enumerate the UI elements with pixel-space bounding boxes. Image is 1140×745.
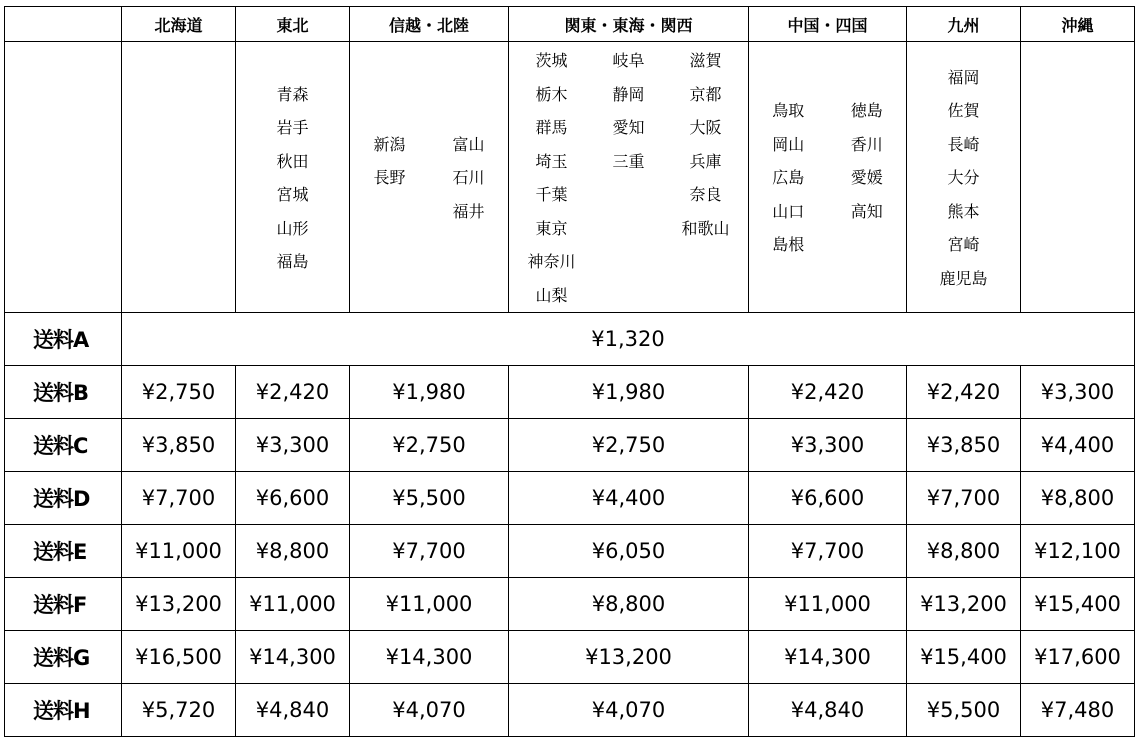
- prefecture-name: 徳島: [850, 101, 883, 121]
- fee-price: ¥7,700: [749, 525, 907, 578]
- fee-row-b: [5, 366, 1135, 419]
- prefecture-name: 山口: [772, 201, 805, 221]
- prefecture-name: 大分: [947, 168, 980, 188]
- prefecture-name: 長野: [373, 168, 406, 188]
- fee-price: ¥2,750: [122, 366, 236, 419]
- prefecture-name: 三重: [612, 151, 645, 171]
- prefecture-list: [236, 76, 349, 279]
- fee-row-h: [5, 684, 1135, 737]
- prefecture-name: 埼玉: [535, 151, 568, 171]
- prefecture-name: 鹿児島: [939, 268, 988, 288]
- prefecture-name: 京都: [689, 84, 722, 104]
- prefecture-name: 新潟: [373, 134, 406, 154]
- fee-price: ¥17,600: [1021, 631, 1135, 684]
- prefecture-name: 福井: [452, 201, 485, 221]
- prefecture-name: 福岡: [947, 67, 980, 87]
- fee-price: ¥2,750: [350, 419, 509, 472]
- fee-price: ¥2,750: [509, 419, 749, 472]
- prefecture-name: 和歌山: [681, 218, 730, 238]
- prefecture-name: 栃木: [535, 84, 568, 104]
- prefecture-name: 鳥取: [772, 101, 805, 121]
- prefecture-column: [452, 128, 484, 229]
- prefecture-column: [939, 61, 987, 296]
- prefecture-name: 島根: [772, 235, 805, 255]
- region-header-kanto-tokai-kansai: 関東・東海・関西: [509, 7, 749, 42]
- fee-price: ¥5,500: [350, 472, 509, 525]
- fee-label: 送料F: [5, 578, 122, 631]
- fee-price: ¥6,600: [749, 472, 907, 525]
- fee-row-f: [5, 578, 1135, 631]
- fee-label: 送料A: [5, 313, 122, 366]
- fee-price: ¥3,300: [749, 419, 907, 472]
- prefecture-cell-kanto-tokai-kansai: [509, 42, 749, 313]
- fee-price: ¥15,400: [1021, 578, 1135, 631]
- prefecture-column: [772, 94, 804, 262]
- fee-price: ¥2,420: [907, 366, 1021, 419]
- fee-price: ¥8,800: [236, 525, 350, 578]
- prefecture-name: 岐阜: [612, 51, 645, 70]
- fee-price: ¥1,980: [350, 366, 509, 419]
- fee-label: 送料D: [5, 472, 122, 525]
- fee-price: ¥6,050: [509, 525, 749, 578]
- prefecture-name: 秋田: [276, 151, 309, 171]
- prefecture-column: [527, 44, 575, 312]
- fee-price: ¥4,070: [350, 684, 509, 737]
- fee-row-d: [5, 472, 1135, 525]
- prefecture-column: [373, 128, 405, 229]
- prefecture-cell-empty: [5, 42, 122, 313]
- fee-price: ¥7,700: [122, 472, 236, 525]
- fee-price: ¥3,850: [907, 419, 1021, 472]
- fee-price: ¥6,600: [236, 472, 350, 525]
- fee-price: ¥15,400: [907, 631, 1021, 684]
- prefecture-row: [5, 42, 1135, 313]
- fee-price: ¥2,420: [749, 366, 907, 419]
- prefecture-name: 長崎: [947, 134, 980, 154]
- prefecture-cell-hokkaido: [122, 42, 236, 313]
- region-header-hokkaido: 北海道: [122, 7, 236, 42]
- fee-price: ¥7,480: [1021, 684, 1135, 737]
- fee-row-e: [5, 525, 1135, 578]
- prefecture-name: 富山: [452, 134, 485, 154]
- fee-price: ¥5,500: [907, 684, 1021, 737]
- prefecture-name: 佐賀: [947, 101, 980, 121]
- fee-price: ¥11,000: [749, 578, 907, 631]
- prefecture-name: 岩手: [276, 118, 309, 137]
- fee-price: ¥1,980: [509, 366, 749, 419]
- prefecture-name: 千葉: [535, 185, 568, 204]
- prefecture-list: [749, 92, 906, 262]
- prefecture-name: 山形: [276, 218, 309, 238]
- prefecture-name: 広島: [772, 168, 805, 188]
- fee-price: ¥7,700: [350, 525, 509, 578]
- fee-price: ¥16,500: [122, 631, 236, 684]
- prefecture-name: 岡山: [772, 134, 805, 154]
- fee-price: ¥3,300: [1021, 366, 1135, 419]
- prefecture-name: 高知: [850, 201, 883, 221]
- prefecture-column: [851, 94, 883, 262]
- prefecture-cell-chugoku-shikoku: [749, 42, 907, 313]
- region-header-row: [5, 7, 1135, 42]
- fee-price-all-regions: ¥1,320: [122, 313, 1135, 366]
- prefecture-name: 宮城: [276, 185, 309, 204]
- prefecture-list: [509, 42, 748, 312]
- prefecture-cell-kyushu: [907, 42, 1021, 313]
- fee-row-a: [5, 313, 1135, 366]
- prefecture-list: [907, 59, 1020, 296]
- fee-price: ¥4,400: [1021, 419, 1135, 472]
- region-header-kyushu: 九州: [907, 7, 1021, 42]
- prefecture-name: 熊本: [947, 201, 980, 221]
- region-header-shinetsu-hokuriku: 信越・北陸: [350, 7, 509, 42]
- prefecture-column: [681, 44, 729, 312]
- fee-price: ¥12,100: [1021, 525, 1135, 578]
- region-header-tohoku: 東北: [236, 7, 350, 42]
- fee-price: ¥11,000: [236, 578, 350, 631]
- prefecture-name: 群馬: [535, 118, 568, 137]
- region-header-chugoku-shikoku: 中国・四国: [749, 7, 907, 42]
- fee-price: ¥4,840: [749, 684, 907, 737]
- fee-row-c: [5, 419, 1135, 472]
- fee-price: ¥4,400: [509, 472, 749, 525]
- prefecture-name: 神奈川: [527, 252, 576, 271]
- fee-label: 送料H: [5, 684, 122, 737]
- prefecture-column: [276, 78, 308, 279]
- prefecture-list: [350, 126, 508, 229]
- prefecture-cell-shinetsu-hokuriku: [350, 42, 509, 313]
- fee-price: ¥14,300: [236, 631, 350, 684]
- region-header-okinawa: 沖縄: [1021, 7, 1135, 42]
- fee-price: ¥8,800: [509, 578, 749, 631]
- fee-price: ¥8,800: [1021, 472, 1135, 525]
- prefecture-name: 滋賀: [689, 51, 722, 70]
- prefecture-name: 静岡: [612, 84, 645, 104]
- prefecture-name: 宮崎: [947, 235, 980, 255]
- fee-label: 送料C: [5, 419, 122, 472]
- prefecture-name: 香川: [850, 134, 883, 154]
- fee-price: ¥13,200: [907, 578, 1021, 631]
- prefecture-name: 愛知: [612, 118, 645, 137]
- prefecture-name: 愛媛: [850, 168, 883, 188]
- prefecture-name: 青森: [276, 84, 309, 104]
- prefecture-cell-tohoku: [236, 42, 350, 313]
- fee-price: ¥3,300: [236, 419, 350, 472]
- shipping-fee-table: [4, 6, 1135, 737]
- fee-price: ¥14,300: [749, 631, 907, 684]
- prefecture-name: 福島: [276, 252, 309, 271]
- prefecture-name: 石川: [452, 168, 485, 188]
- fee-price: ¥5,720: [122, 684, 236, 737]
- fee-price: ¥8,800: [907, 525, 1021, 578]
- prefecture-name: 茨城: [535, 51, 568, 70]
- fee-price: ¥4,070: [509, 684, 749, 737]
- fee-price: ¥3,850: [122, 419, 236, 472]
- prefecture-name: 兵庫: [689, 151, 722, 171]
- prefecture-column: [612, 44, 644, 312]
- fee-label: 送料B: [5, 366, 122, 419]
- prefecture-name: 奈良: [689, 185, 722, 204]
- prefecture-name: 大阪: [689, 118, 722, 137]
- fee-price: ¥13,200: [122, 578, 236, 631]
- fee-price: ¥13,200: [509, 631, 749, 684]
- fee-label: 送料G: [5, 631, 122, 684]
- fee-price: ¥7,700: [907, 472, 1021, 525]
- fee-price: ¥14,300: [350, 631, 509, 684]
- fee-price: ¥11,000: [350, 578, 509, 631]
- prefecture-name: 東京: [535, 218, 568, 238]
- fee-row-g: [5, 631, 1135, 684]
- fee-price: ¥2,420: [236, 366, 350, 419]
- corner-cell: [5, 7, 122, 42]
- prefecture-name: 山梨: [535, 285, 568, 305]
- fee-price: ¥11,000: [122, 525, 236, 578]
- fee-price: ¥4,840: [236, 684, 350, 737]
- prefecture-cell-okinawa: [1021, 42, 1135, 313]
- fee-label: 送料E: [5, 525, 122, 578]
